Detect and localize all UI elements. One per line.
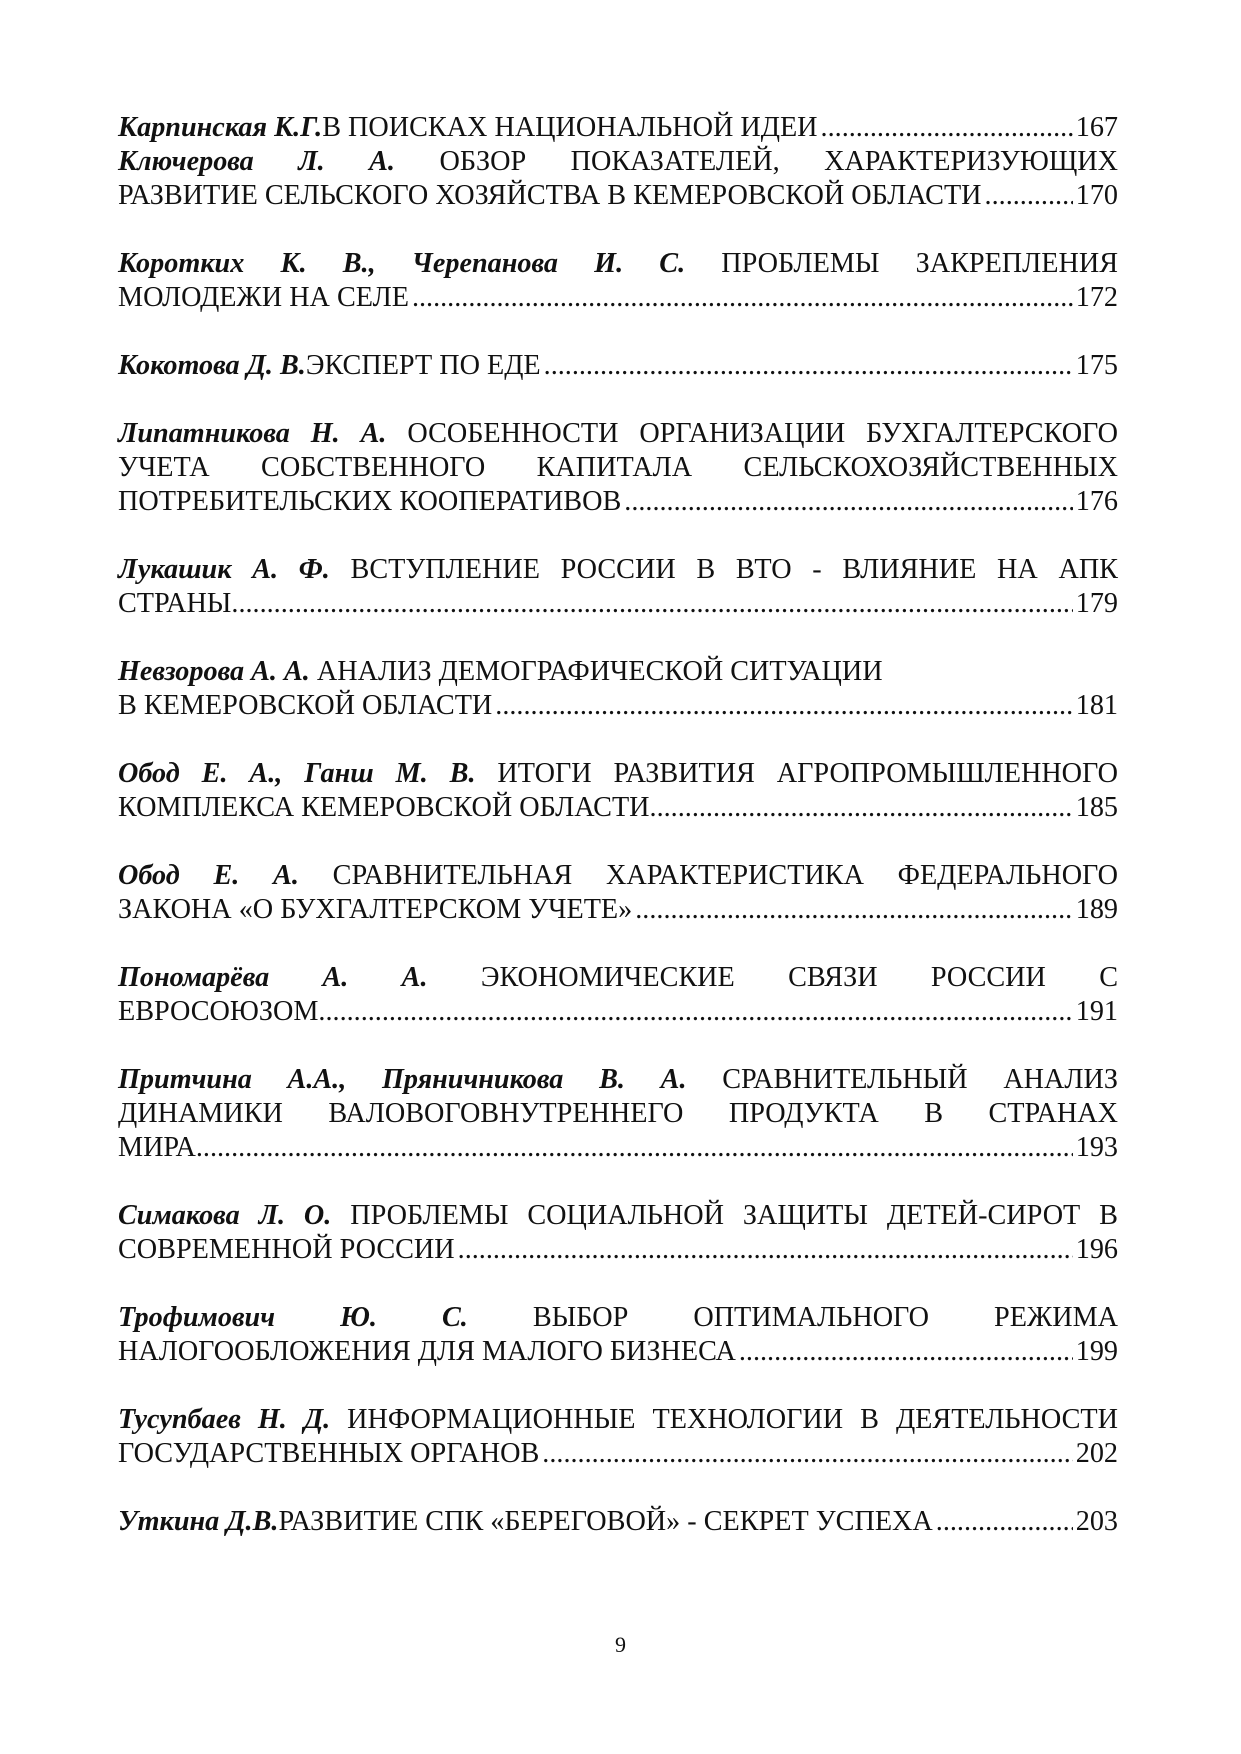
toc-entry-title: ОСОБЕННОСТИ ОРГАНИЗАЦИИ БУХГАЛТЕРСКОГО — [386, 418, 1119, 449]
toc-entry-page: 167 — [1075, 112, 1118, 143]
toc-entry-page: 193 — [1075, 1132, 1118, 1163]
toc-entry-author: Тусупбаев Н. Д. — [118, 1404, 331, 1435]
toc-entry-line — [118, 1505, 1118, 1539]
toc-entry-author: Трофимович Ю. С. — [118, 1302, 468, 1333]
toc-entry — [118, 247, 1118, 315]
toc-entry-line — [118, 961, 1118, 995]
toc-entry-title-cont: НАЛОГООБЛОЖЕНИЯ ДЛЯ МАЛОГО БИЗНЕСА — [118, 1336, 736, 1367]
toc-entry-page: 172 — [1075, 282, 1118, 313]
toc-entry-author: Пономарёва А. А. — [118, 962, 428, 993]
toc-entry-title: СРАВНИТЕЛЬНАЯ ХАРАКТЕРИСТИКА ФЕДЕРАЛЬНОГО — [298, 860, 1118, 891]
toc-entry-line — [118, 791, 1118, 825]
toc-entry-author: Лукашик А. Ф. — [118, 554, 330, 585]
toc-entry-line — [118, 757, 1118, 791]
dot-leader — [936, 1505, 1073, 1539]
toc-entry-title-cont: РАЗВИТИЕ СЕЛЬСКОГО ХОЗЯЙСТВА В КЕМЕРОВСКОЙ ОБЛАСТИ — [118, 180, 982, 211]
toc-entry-page: 181 — [1075, 690, 1118, 721]
toc-entry — [118, 349, 1118, 383]
dot-leader — [458, 1233, 1073, 1267]
toc-entry-title-cont: ДИНАМИКИ ВАЛОВОГОВНУТРЕННЕГО ПРОДУКТА В СТРАНАХ — [118, 1098, 1118, 1129]
toc-entry-title-cont: ЗАКОНА «О БУХГАЛТЕРСКОМ УЧЕТЕ» — [118, 894, 633, 925]
dot-leader — [495, 689, 1072, 723]
toc-entry-page: 189 — [1075, 894, 1118, 925]
toc-entry-line — [118, 1335, 1118, 1369]
toc-entry — [118, 417, 1118, 519]
toc-entry — [118, 757, 1118, 825]
toc-entry-title-cont: ПОТРЕБИТЕЛЬСКИХ КООПЕРАТИВОВ — [118, 486, 622, 517]
toc-entry-author: Липатникова Н. А. — [118, 418, 387, 449]
toc-entry-title: РАЗВИТИЕ СПК «БЕРЕГОВОЙ» - СЕКРЕТ УСПЕХА — [278, 1506, 933, 1537]
toc-entry-line — [118, 859, 1118, 893]
toc-entry-author: Коротких К. В., Черепанова И. С. — [118, 248, 686, 279]
toc-entry-title-cont: УЧЕТА СОБСТВЕННОГО КАПИТАЛА СЕЛЬСКОХОЗЯЙСТВЕННЫХ — [118, 452, 1118, 483]
dot-leader — [739, 1335, 1073, 1369]
toc-entry-page: 179 — [1075, 588, 1118, 619]
toc-entry-line — [118, 587, 1118, 621]
toc-entry-title-cont: СТРАНЫ — [118, 588, 232, 619]
toc-entry-author: Ключерова Л. А. — [118, 146, 395, 177]
toc-entry-title: ВЫБОР ОПТИМАЛЬНОГО РЕЖИМА — [467, 1302, 1118, 1333]
toc-entry-line — [118, 1199, 1118, 1233]
toc-entry-title-cont: КОМПЛЕКСА КЕМЕРОВСКОЙ ОБЛАСТИ — [118, 792, 650, 823]
toc-entry-title: ЭКСПЕРТ ПО ЕДЕ — [305, 350, 541, 381]
toc-entry-line — [118, 179, 1118, 213]
toc-entry-author: Карпинская К.Г. — [118, 112, 323, 143]
toc-entry-title-cont: В КЕМЕРОВСКОЙ ОБЛАСТИ — [118, 690, 493, 721]
toc-entry-title-cont: МОЛОДЕЖИ НА СЕЛЕ — [118, 282, 409, 313]
toc-entry-line — [118, 111, 1118, 145]
dot-leader — [985, 179, 1073, 213]
dot-leader — [650, 791, 1073, 825]
toc-entry-title: ОБЗОР ПОКАЗАТЕЛЕЙ, ХАРАКТЕРИЗУЮЩИХ — [394, 146, 1118, 177]
toc-entry — [118, 111, 1118, 145]
toc-entry-line — [118, 689, 1118, 723]
dot-leader — [624, 485, 1072, 519]
toc-entry-author: Симакова Л. О. — [118, 1200, 332, 1231]
toc-entry — [118, 859, 1118, 927]
toc-entry-line — [118, 1063, 1118, 1097]
toc-entry-title-cont: СОВРЕМЕННОЙ РОССИИ — [118, 1234, 455, 1265]
toc-entry-line — [118, 417, 1118, 451]
toc-entry-line — [118, 655, 1118, 689]
toc-entry — [118, 1403, 1118, 1471]
toc-entry-title: В ПОИСКАХ НАЦИОНАЛЬНОЙ ИДЕИ — [322, 112, 818, 143]
toc-entry-author: Обод Е. А., Ганш М. В. — [118, 758, 476, 789]
toc-entry-line — [118, 1233, 1118, 1267]
toc-entry-title-cont: ГОСУДАРСТВЕННЫХ ОРГАНОВ — [118, 1438, 540, 1469]
dot-leader — [821, 111, 1073, 145]
toc-entry-line — [118, 145, 1118, 179]
toc-entry-line — [118, 485, 1118, 519]
toc-entry-title: ИТОГИ РАЗВИТИЯ АГРОПРОМЫШЛЕННОГО — [475, 758, 1118, 789]
toc-entry-line — [118, 995, 1118, 1029]
toc-entry-page: 191 — [1075, 996, 1118, 1027]
dot-leader — [196, 1131, 1073, 1165]
toc-entry-line — [118, 553, 1118, 587]
toc-entry-line — [118, 247, 1118, 281]
toc-entry-page: 202 — [1075, 1438, 1118, 1469]
toc-entry — [118, 1063, 1118, 1165]
toc-entry-page: 203 — [1075, 1506, 1118, 1537]
toc-entry-author: Кокотова Д. В. — [118, 350, 306, 381]
dot-leader — [542, 1437, 1072, 1471]
toc-entry-title: СРАВНИТЕЛЬНЫЙ АНАЛИЗ — [686, 1064, 1118, 1095]
dot-leader — [544, 349, 1073, 383]
toc-entry-page: 170 — [1075, 180, 1118, 211]
dot-leader — [412, 281, 1073, 315]
dot-leader — [318, 995, 1072, 1029]
toc-entry-author: Уткина Д.В. — [118, 1506, 279, 1537]
toc-entry — [118, 1199, 1118, 1267]
toc-entry-line — [118, 1437, 1118, 1471]
dot-leader — [635, 893, 1072, 927]
page-number: 9 — [615, 1632, 626, 1657]
toc-entry-line — [118, 281, 1118, 315]
toc-entry — [118, 961, 1118, 1029]
toc-entry-page: 176 — [1075, 486, 1118, 517]
toc-entry-page: 196 — [1075, 1234, 1118, 1265]
toc-entry-title: ЭКОНОМИЧЕСКИЕ СВЯЗИ РОССИИ С — [427, 962, 1119, 993]
toc-entry-line — [118, 451, 1118, 485]
toc-entry-title: ВСТУПЛЕНИЕ РОССИИ В ВТО - ВЛИЯНИЕ НА АПК — [329, 554, 1118, 585]
toc-entry-line — [118, 1301, 1118, 1335]
toc-entry-line — [118, 349, 1118, 383]
table-of-contents — [118, 111, 1118, 1573]
toc-entry-line — [118, 893, 1118, 927]
toc-entry-title-cont: ЕВРОСОЮЗОМ — [118, 996, 319, 1027]
toc-entry — [118, 1505, 1118, 1539]
toc-entry-author: Притчина А.А., Пряничникова В. А. — [118, 1064, 687, 1095]
toc-entry-author: Обод Е. А. — [118, 860, 299, 891]
toc-entry-author: Невзорова А. А. — [118, 656, 310, 687]
toc-entry-line — [118, 1403, 1118, 1437]
toc-entry — [118, 1301, 1118, 1369]
toc-entry-title: АНАЛИЗ ДЕМОГРАФИЧЕСКОЙ СИТУАЦИИ — [309, 656, 883, 687]
toc-entry-line — [118, 1131, 1118, 1165]
toc-entry — [118, 145, 1118, 213]
toc-entry — [118, 553, 1118, 621]
dot-leader — [231, 587, 1072, 621]
toc-entry-title-cont: МИРА — [118, 1132, 196, 1163]
toc-entry-page: 175 — [1075, 350, 1118, 381]
toc-entry-title: ПРОБЛЕМЫ СОЦИАЛЬНОЙ ЗАЩИТЫ ДЕТЕЙ-СИРОТ В — [331, 1200, 1118, 1231]
toc-entry-title: ИНФОРМАЦИОННЫЕ ТЕХНОЛОГИИ В ДЕЯТЕЛЬНОСТИ — [330, 1404, 1118, 1435]
toc-entry-page: 199 — [1075, 1336, 1118, 1367]
toc-entry-line — [118, 1097, 1118, 1131]
toc-entry-page: 185 — [1075, 792, 1118, 823]
toc-entry — [118, 655, 1118, 723]
toc-entry-title: ПРОБЛЕМЫ ЗАКРЕПЛЕНИЯ — [685, 248, 1118, 279]
